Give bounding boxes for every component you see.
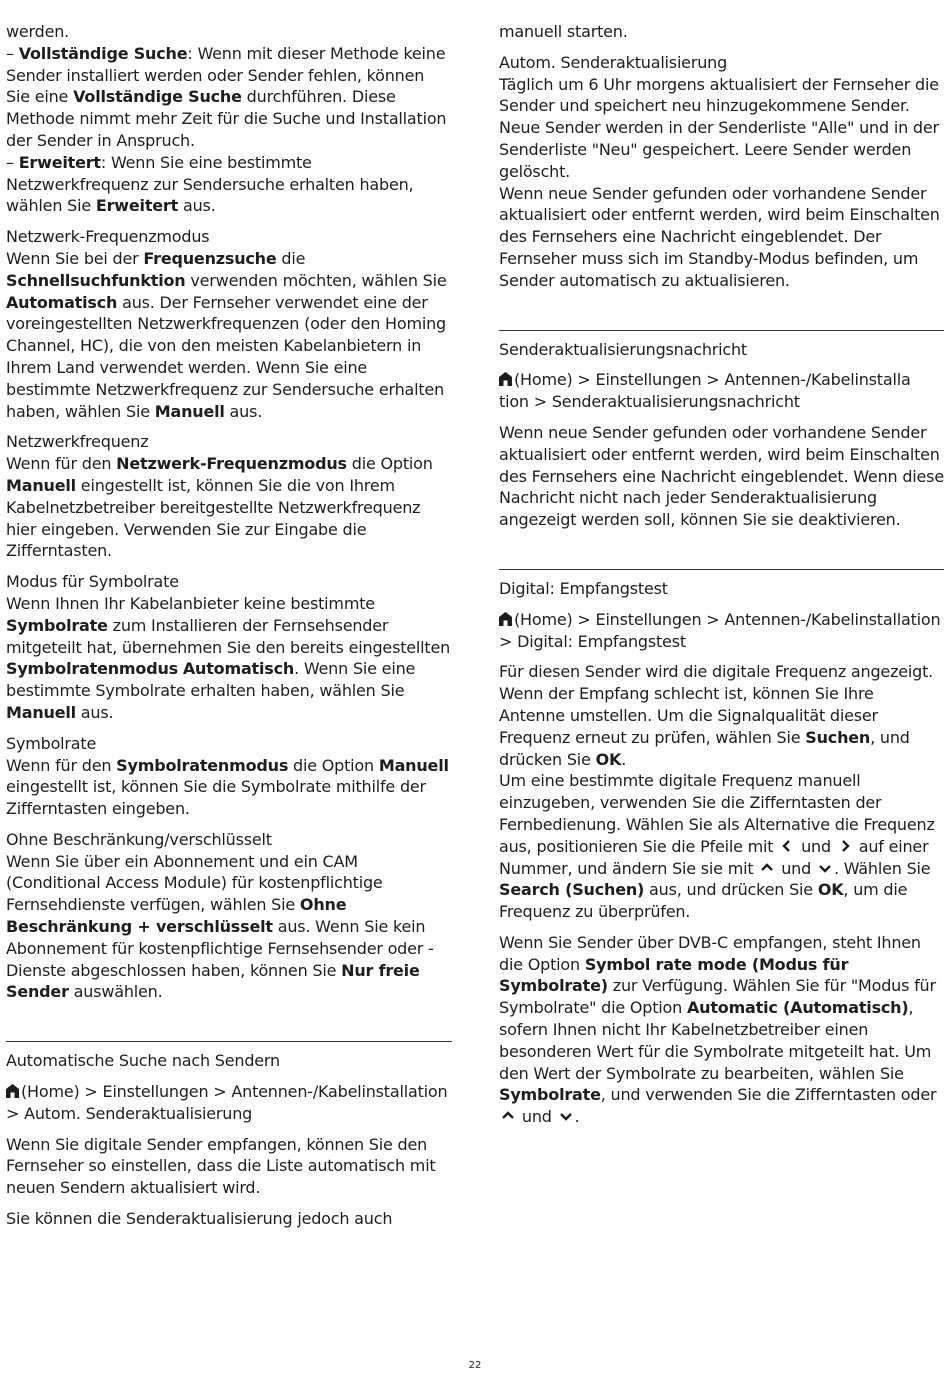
chevron-left-icon (780, 839, 794, 853)
paragraph: – Erweitert: Wenn Sie eine bestimmte Netzwerkfrequenz zur Sendersuche erhalten haben, wählen Sie Erweitert aus. (6, 152, 414, 216)
paragraph: Wenn neue Sender gefunden oder vorhandene Sender aktualisiert oder entfernt werden, wird beim Einschalten des Fernsehers eine Nachricht eingeblendet. Wenn diese Nachricht nicht nach jeder Senderaktualisierung angezeigt werden soll, können Sie sie deaktivieren. (499, 422, 944, 530)
paragraph: Wenn Sie über ein Abonnement und ein CAM (Conditional Access Module) für kostenpflichtige Fernsehdienste verfügen, wählen Sie Ohne Beschränkung + verschlüsselt aus. Wenn Sie kein Abonnement für kostenpflichtige Fernsehsender oder -Dienste abgeschlossen haben, können Sie Nur freie Sender auswählen. (6, 851, 434, 1002)
chevron-up-icon (760, 861, 774, 875)
paragraph: Wenn Sie bei der Frequenzsuche die Schnellsuchfunktion verwenden möchten, wählen Sie Automatisch aus. Der Fernseher verwendet eine der voreingestellten Netzwerkfrequenzen (oder den Homing Channel, HC), die von den meisten Kabelanbietern in Ihrem Land verwendet werden. Wenn Sie eine bestimmte Netzwerkfrequenz zur Sendersuche erhalten haben, wählen Sie Manuell aus. (6, 248, 447, 421)
menu-path: (Home) > Einstellungen > Antennen-/Kabelinstallation > Digital: Empfangstest (499, 609, 941, 651)
paragraph: manuell starten. (499, 22, 628, 41)
paragraph: Wenn Sie Sender über DVB-C empfangen, steht Ihnen die Option Symbol rate mode (Modus für Symbolrate) zur Verfügung. Wählen Sie für "Modus für Symbolrate" die Option Automatic (Automatisch), sofern Ihnen nicht Ihr Kabelnetzbetreiber einen besonderen Wert für die Symbolrate mitgeteilt hat. Um den Wert der Symbolrate zu bearbeiten, wählen Sie Symbolrate, und verwenden Sie die Zifferntasten oder und . (499, 932, 937, 1127)
section-heading: Ohne Beschränkung/verschlüsselt (6, 829, 272, 849)
home-icon (499, 612, 512, 626)
chevron-down-icon (559, 1109, 573, 1123)
menu-path: (Home) > Einstellungen > Antennen-/Kabelinstallation > Autom. Senderaktualisierung (6, 1082, 448, 1123)
section-divider (499, 569, 944, 570)
paragraph: Wenn Sie digitale Sender empfangen, können Sie den Fernseher so einstellen, dass die Liste automatisch mit neuen Sendern aktualisiert wird. (6, 1134, 436, 1198)
paragraph: Wenn für den Symbolratenmodus die Option Manuell eingestellt ist, können Sie die Symbolrate mithilfe der Zifferntasten eingeben. (6, 755, 449, 819)
chevron-up-icon (501, 1109, 515, 1123)
section-heading: Symbolrate (6, 733, 97, 753)
page-number: 22 (468, 1360, 482, 1371)
paragraph: – Vollständige Suche: Wenn mit dieser Methode keine Sender installiert werden oder Sender fehlen, können Sie eine Vollständige Suche durchführen. Diese Methode nimmt mehr Zeit für die Suche und Installation der Sender in Anspruch. (6, 43, 447, 150)
paragraph: Sie können die Senderaktualisierung jedoch auch (6, 1209, 393, 1229)
section-divider (499, 330, 944, 331)
paragraph: Wenn Ihnen Ihr Kabelanbieter keine bestimmte Symbolrate zum Installieren der Fernsehsender mitgeteilt hat, übernehmen Sie den bereits eingestellten Symbolratenmodus Automatisch. Wenn Sie eine bestimmte Symbolrate erhalten haben, wählen Sie Manuell aus. (6, 593, 451, 722)
paragraph: Für diesen Sender wird die digitale Frequenz angezeigt. Wenn der Empfang schlecht ist, können Sie Ihre Antenne umstellen. Um die Signalqualität dieser Frequenz erneut zu prüfen, wählen Sie Suchen, und drücken Sie OK. (499, 662, 934, 769)
paragraph: Täglich um 6 Uhr morgens aktualisiert der Fernseher die Sender und speichert neu hinzugekommene Sender. Neue Sender werden in der Senderliste "Alle" und in der Senderliste "Neu" gespeichert. Leere Sender werden gelöscht. (499, 74, 939, 181)
section-heading: Netzwerk-Frequenzmodus (6, 227, 210, 247)
section-heading: Netzwerkfrequenz (6, 432, 149, 452)
section-heading: Digital: Empfangstest (499, 578, 668, 598)
left-column (6, 21, 452, 1230)
home-icon (499, 372, 512, 386)
paragraph: werden. (6, 22, 70, 41)
paragraph: Um eine bestimmte digitale Frequenz manuell einzugeben, verwenden Sie die Zifferntasten der Fernbedienung. Wählen Sie als Alternative die Frequenz aus, positionieren Sie die Pfeile mit und auf einer Nummer, und ändern Sie sie mit und . Wählen Sie Search (Suchen) aus, und drücken Sie OK, um die Frequenz zu überprüfen. (499, 771, 935, 922)
menu-path: (Home) > Einstellungen > Antennen-/Kabelinstalla tion > Senderaktualisierungsnachricht (499, 370, 911, 412)
right-column (499, 21, 944, 1128)
section-heading: Modus für Symbolrate (6, 572, 179, 592)
section-heading: Senderaktualisierungsnachricht (499, 339, 747, 359)
section-divider (6, 1041, 452, 1042)
section-heading: Autom. Senderaktualisierung (499, 52, 728, 72)
paragraph: Wenn neue Sender gefunden oder vorhandene Sender aktualisiert oder entfernt werden, wird beim Einschalten des Fernsehers eine Nachricht eingeblendet. Der Fernseher muss sich im Standby-Modus befinden, um Sender automatisch zu aktualisieren. (499, 183, 940, 290)
chevron-down-icon (818, 861, 832, 875)
paragraph: Wenn für den Netzwerk-Frequenzmodus die Option Manuell eingestellt ist, können Sie die von Ihrem Kabelnetzbetreiber bereitgestellte Netzwerkfrequenz hier eingeben. Verwenden Sie zur Eingabe die Zifferntasten. (6, 454, 433, 561)
section-heading: Automatische Suche nach Sendern (6, 1051, 280, 1071)
chevron-right-icon (838, 839, 852, 853)
home-icon (6, 1084, 19, 1098)
